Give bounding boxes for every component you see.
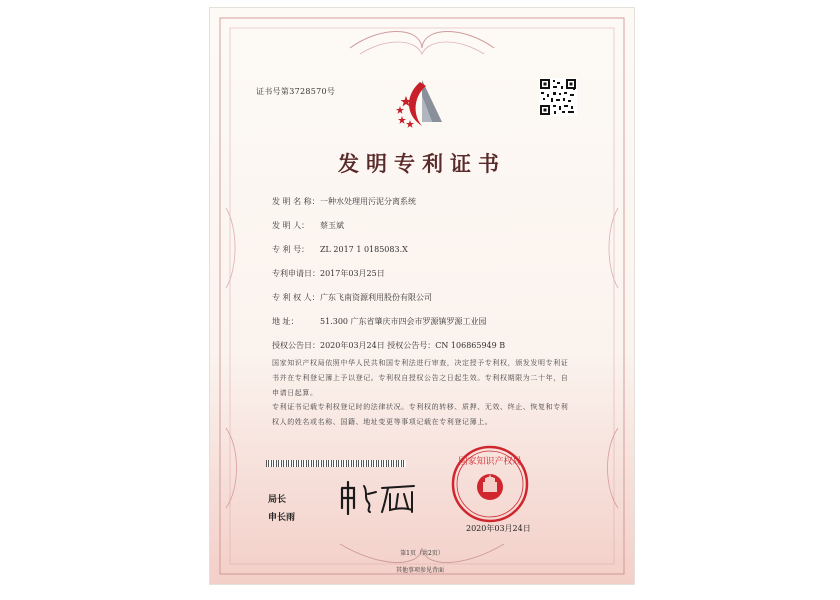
director-name: 申长雨 — [268, 513, 296, 523]
field-label: 专 利 权 人： — [272, 293, 320, 302]
field-value: 2020年03月24日 授权公告号：CN 106865949 B — [320, 341, 506, 350]
certificate-number: 证书号第3728570号 — [256, 87, 336, 96]
field-label: 发 明 人： — [272, 221, 310, 230]
field-application-date — [272, 268, 385, 279]
grant-statement: 国家知识产权局依照中华人民共和国专利法进行审查，决定授予专利权，颁发发明专利证书并在专利登记簿上予以登记。专利权自授权公告之日起生效。专利权期限为二十年，自申请日起算。 — [272, 359, 569, 397]
field-patentee — [272, 292, 432, 303]
seal-date: 2020年03月24日 — [466, 524, 531, 533]
field-value: 2017年03月25日 — [320, 269, 385, 278]
page-number: 第1页（共2页） — [400, 550, 444, 557]
field-label: 发 明 名 称： — [272, 197, 320, 206]
field-invention-name — [272, 196, 416, 207]
barcode-icon — [266, 460, 406, 467]
field-value: 蔡玉斌 — [320, 221, 344, 230]
director-title: 局长 — [268, 495, 287, 505]
certificate-title: 发明专利证书 — [338, 151, 506, 176]
footer-note: 其他事项参见背面 — [395, 567, 444, 574]
field-value: ZL 2017 1 0185083.X — [320, 245, 408, 254]
field-label: 授权公告日： — [272, 341, 320, 350]
certificate-page — [210, 8, 634, 584]
signature-icon — [338, 478, 428, 518]
cnipa-emblem-icon — [392, 74, 452, 134]
field-address — [272, 316, 487, 327]
field-label: 地 址： — [272, 317, 299, 326]
svg-text:国家知识产权局: 国家知识产权局 — [458, 457, 522, 467]
official-seal-icon — [450, 444, 530, 524]
field-value: 一种水处理用污泥分离系统 — [320, 197, 416, 206]
field-value: 广东飞南资源利用股份有限公司 — [320, 293, 432, 302]
qr-code-icon — [539, 78, 577, 116]
field-grant-date — [272, 340, 505, 351]
field-value: 51.300 广东省肇庆市四会市罗源镇罗源工业园 — [320, 317, 487, 326]
field-label: 专 利 号： — [272, 245, 310, 254]
field-inventor — [272, 220, 344, 231]
field-patent-number — [272, 244, 408, 255]
legal-status-statement: 专利证书记载专利权登记时的法律状况。专利权的转移、质押、无效、终止、恢复和专利权人的姓名或名称、国籍、地址变更等事项记载在专利登记簿上。 — [272, 403, 569, 426]
field-label: 专利申请日： — [272, 269, 320, 278]
